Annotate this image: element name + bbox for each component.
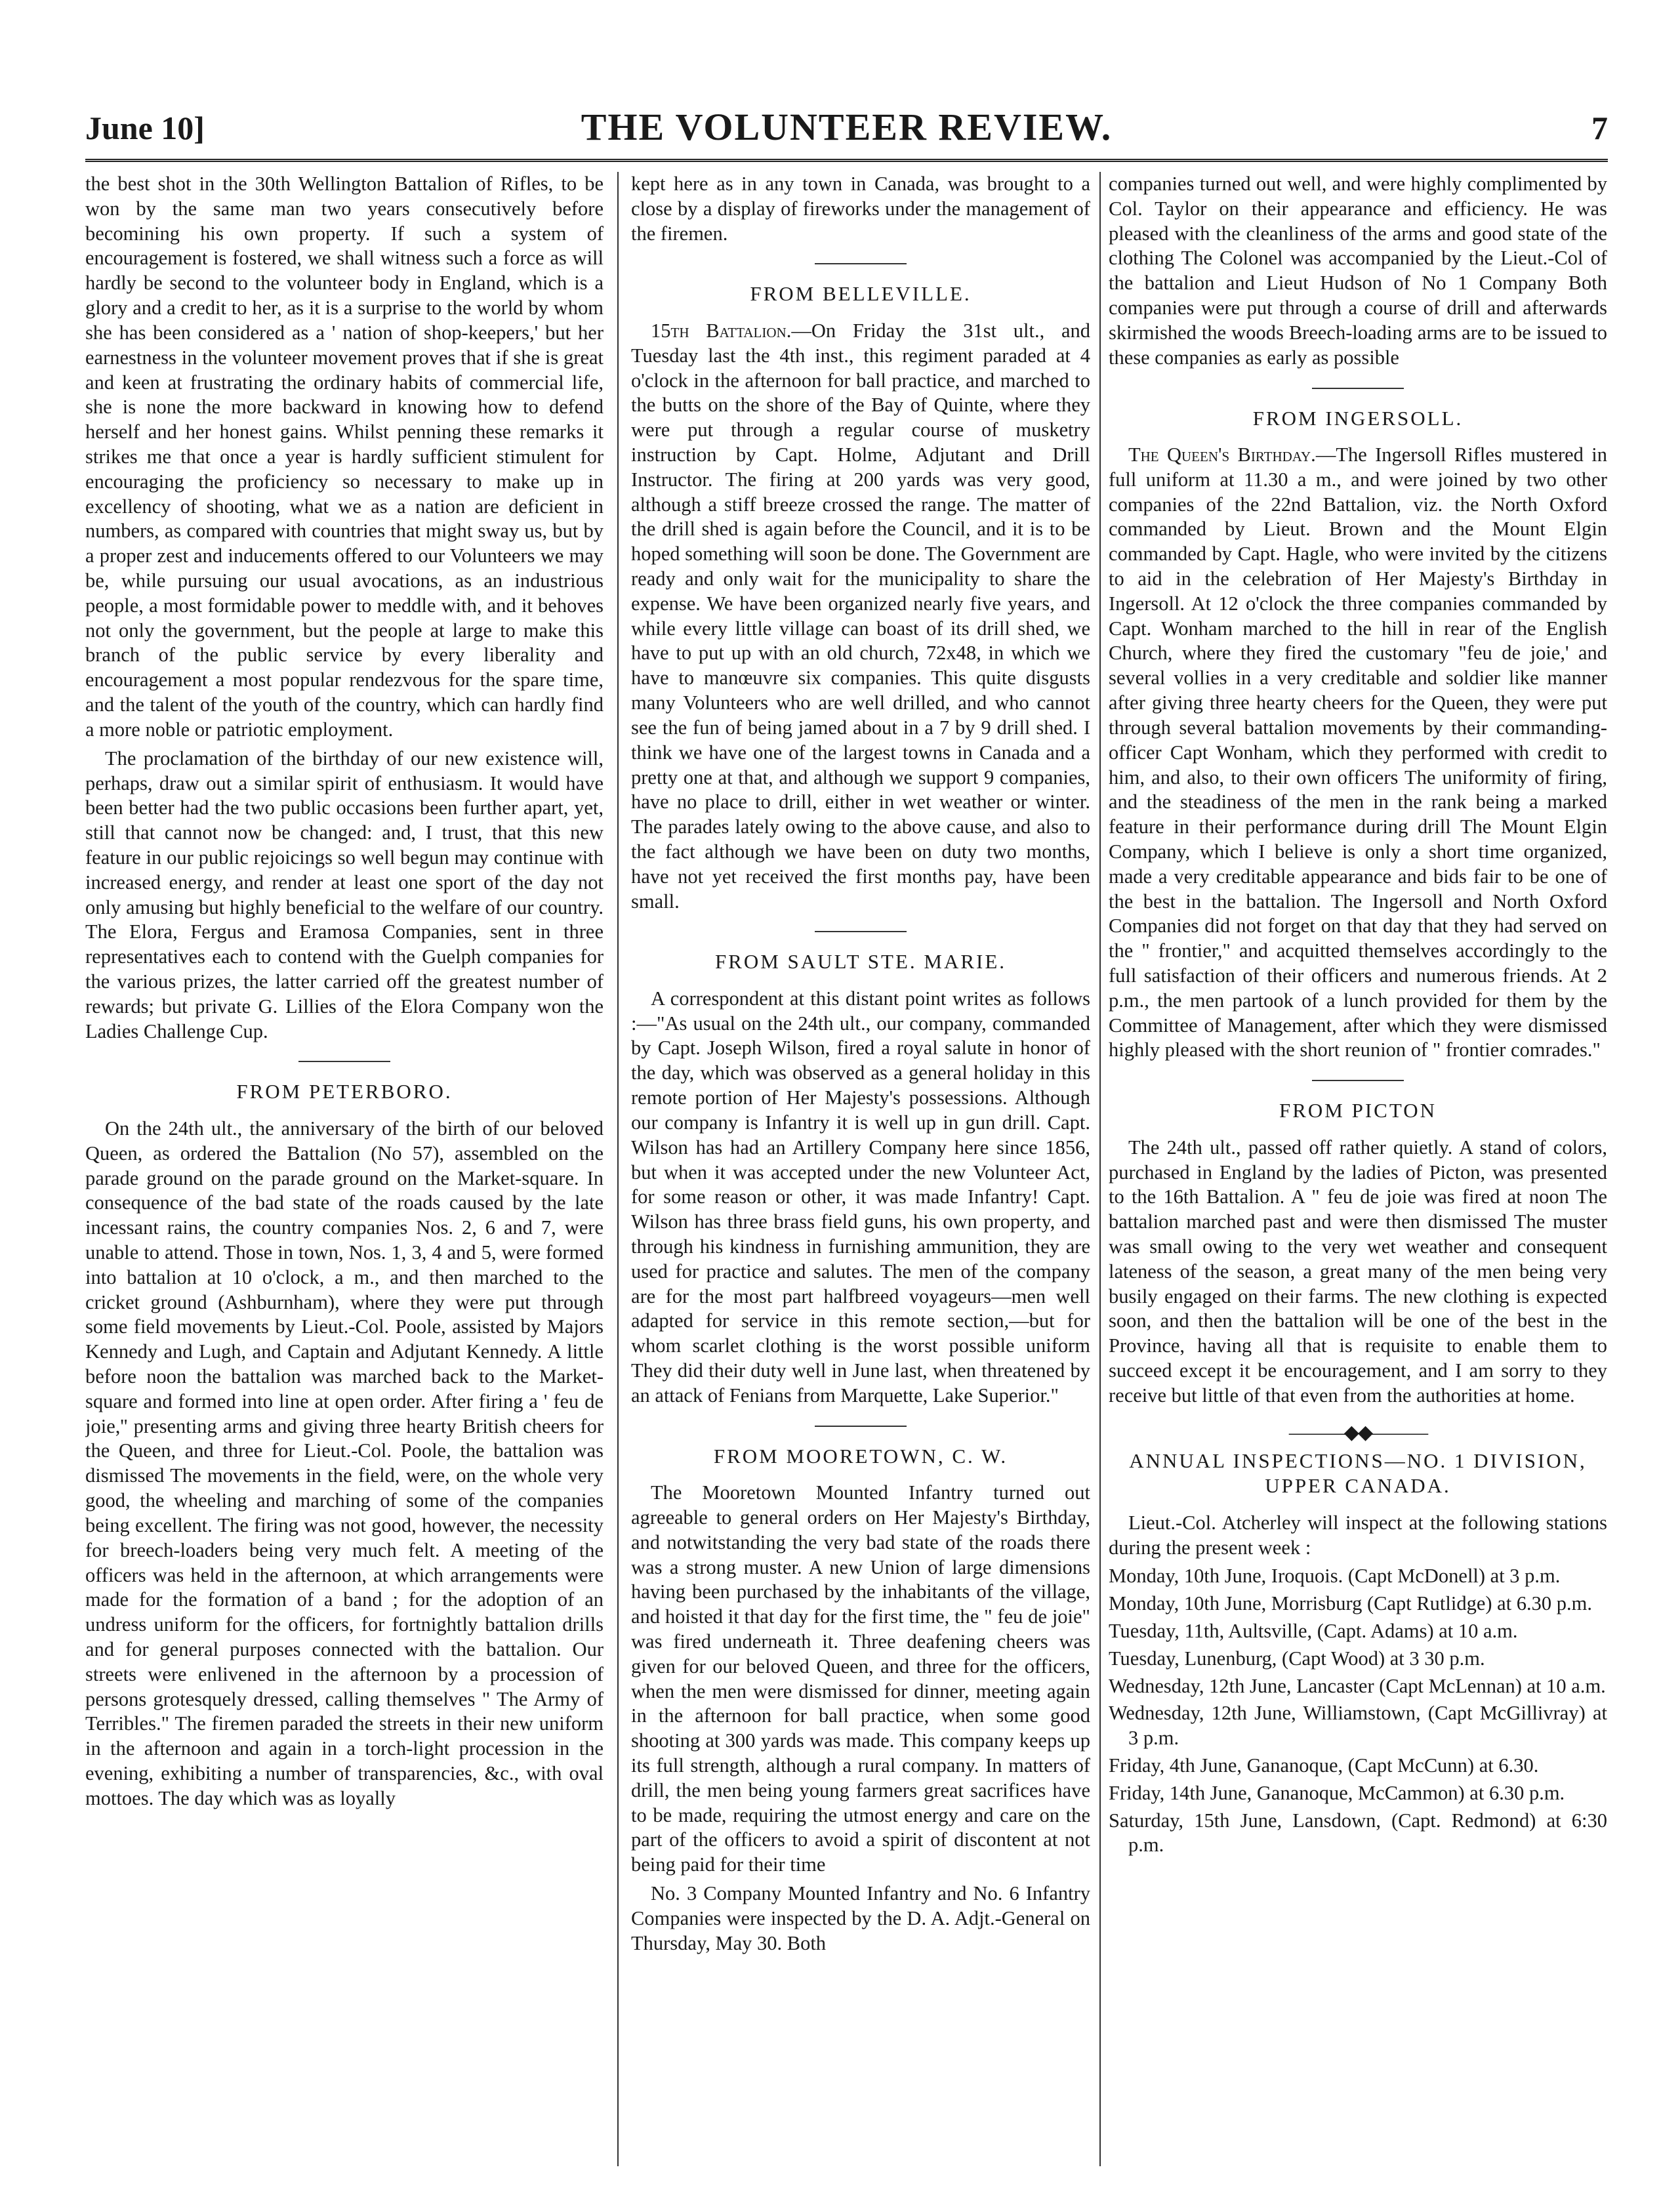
article-paragraph: The Mooretown Mounted Infantry turned out agreeable to general orders on Her Majesty's Birthday, and notwitstanding the very bad state of the roads there was a strong muster. A new Union of large dimensions having been purchased by the inhabitants of the village, and hoisted it that day for the first time, the " feu de joie" was fired underneath it. Three deafening cheers was given for our beloved Queen, and three for the officers, when the men were dismissed for dinner, meeting again in the afternoon for ball practice, when some good shooting at 300 yards was made. This company keeps up its full strength, although a rural company. In matters of drill, the men being young farmers great sacrifices have to be made, requiring the utmost energy and care on the part of the officers to avoid a spirit of discontent at not being paid for their time: [631, 1481, 1090, 1876]
schedule-entry: Tuesday, 11th, Aultsville, (Capt. Adams) at 10 a.m.: [1109, 1619, 1518, 1642]
column-1: [85, 172, 604, 2160]
masthead: [85, 105, 1608, 162]
section-heading-annual-inspections: ANNUAL INSPECTIONS—NO. 1 DIVISION, UPPER CANADA.: [1129, 1449, 1587, 1498]
schedule-entry: Monday, 10th June, Morrisburg (Capt Rutlidge) at 6.30 p.m.: [1109, 1592, 1593, 1615]
article-paragraph: companies turned out well, and were highly complimented by Col. Taylor on their appearance and efficiency. He was pleased with the cleanliness of the arms and good state of the clothing The Colonel was accompanied by the Lieut.-Col of the battalion and Lieut Hudson of No 1 Company Both companies were put through a course of drill and afterwards skirmished the woods Breech-loading arms are to be issued to these companies as early as possible: [1109, 173, 1607, 369]
paragraph-body: —On Friday the 31st ult., and Tuesday last the 4th inst., this regiment paraded at 4 o'clock in the afternoon for ball practice, and marched to the butts on the shore of the Bay of Quinte, where they were put through a regular course of musketry instruction by Capt. Holme, Adjutant and Drill Instructor. The firing at 200 yards was very good, although a stiff breeze crossed the range. The matter of the drill shed is again before the Council, and it is to be hoped something will soon be done. The Government are ready and only wait for the municipality to share the expense. We have been organized nearly five years, and while every little village can boast of its drill shed, we have to put up with an old church, 72x48, in which we have to manœuvre six companies. This quite disgusts many Volunteers who are well drilled, and who cannot see the fun of being jamed about in a 7 by 9 drill shed. I think we have one of the largest towns in Canada and a pretty one at that, and although we support 9 companies, have no place to drill, either in wet weather or winter. The parades lately owing to the above cause, and also to the fact although we have been on duty two months, have not yet received the first months pay, have been small.: [631, 319, 1090, 913]
issue-date: June 10]: [85, 110, 205, 146]
schedule-entry: Tuesday, Lunenburg, (Capt Wood) at 3 30 p.m.: [1109, 1647, 1485, 1670]
article-paragraph: No. 3 Company Mounted Infantry and No. 6 Infantry Companies were inspected by the D. A. Adjt.-General on Thursday, May 30. Both: [631, 1882, 1090, 1954]
article-paragraph: the best shot in the 30th Wellington Battalion of Rifles, to be won by the same man two years consecutively before becomining his own property. If such a system of encouragement is fostered, we shall witness such a force as will hardly be second to the volunteer body in England, which is a glory and a credit to her, as it is a surprise to the world by whom she has been considered as a ' nation of shop-keepers,' but her earnestness in the volunteer movement proves that if she is great and keen at frustrating the ordinary habits of commercial life, she is none the more backward in knowing how to defend herself and her honest gains. Whilst penning these remarks it strikes me that once a year is hardly sufficient stimulent for encouraging the proficiency so necessary to make up in excellency of shooting, what we as a nation are deficient in numbers, as compared with countries that might sway us, but by a proper zest and inducements offered to our Volunteers we may be, while pursuing our usual avocations, as an industrious people, a most formidable power to meddle with, and it behoves not only the government, but the people at large to make this branch of the public service by every liberality and encouragement a most popular rendezvous for the spare time, and the talent of the youth of the country, which can hardly find a more noble or patriotic employment.: [85, 173, 604, 741]
article-paragraph: The 24th ult., passed off rather quietly. A stand of colors, purchased in England by the ladies of Picton, was presented to the 16th Battalion. A " feu de joie was fired at noon The battalion marched past and were then dismissed The muster was small owing to the very wet weather and consequent lateness of the season, a great many of the men being very busily engaged on their farms. The new clothing is expected soon, and then the battalion will be one of the best in the Province, having all that is requisite to enable them to succeed except it be encouragement, and I am sorry to they receive but little of that even from the authorities at home.: [1109, 1136, 1607, 1407]
article-paragraph: On the 24th ult., the anniversary of the birth of our beloved Queen, as ordered the Battalion (No 57), assembled on the parade ground on the parade ground on the Market-square. In consequence of the bad state of the roads caused by the late incessant rains, the country companies Nos. 2, 6 and 7, were unable to attend. Those in town, Nos. 1, 3, 4 and 5, were formed into battalion at 10 o'clock, a m., and then marched to the cricket ground (Ashburnham), where they were put through some field movements by Lieut.-Col. Poole, assisted by Majors Kennedy and Lugh, and Captain and Adjutant Kennedy. A little before noon the battalion was marched back to the Market-square and formed into line at open order. After firing a ' feu de joie,'' presenting arms and giving three hearty British cheers for the Queen, and three for Lieut.-Col. Poole, the battalion was dismissed The movements in the field, were, on the whole very good, the wheeling and marching of some of the companies being excellent. The firing was not good, however, the necessity for breech-loaders being very much felt. A meeting of the officers was held in the afternoon, at which arrangements were made for the formation of a band ; for the adoption of an undress uniform for the officers, for fortnightly battalion drills and for general purposes connected with the battalion. Our streets were enlivened in the afternoon by a procession of persons grotesquely dressed, calling themselves " The Army of Terribles." The firemen paraded the streets in their new uniform in the afternoon and again in a torch-light procession in the evening, exhibiting a number of transparencies, &c., with oval mottoes. The day which was as loyally: [85, 1117, 604, 1809]
article-paragraph: [1109, 443, 1607, 1063]
article-paragraph: A correspondent at this distant point writes as follows :—"As usual on the 24th ult., our company, commanded by Capt. Joseph Wilson, fired a royal salute in honor of the day, which was observed as a general holiday in this remote portion of Her Majesty's possessions. Although our company is Infantry it is well up in gun drill. Capt. Wilson has had an Artillery Company here since 1856, but when it was accepted under the new Volunteer Act, for some reason or other, it was made Infantry! Capt. Wilson has three brass field guns, his own property, and through his kindness in furnishing ammunition, they are used for practice and salutes. The men of the company are for the most part halfbreed voyageurs—men well adapted for service in this remote section,—but for whom scarlet clothing is the worst possible uniform They did their duty well in June last, when threatened by an attack of Fenians from Marquette, Lake Superior.": [631, 987, 1090, 1407]
ornament-divider: ———◆◆———: [1288, 1421, 1427, 1443]
article-paragraph: kept here as in any town in Canada, was brought to a close by a display of fireworks under the management of the firemen.: [631, 173, 1090, 245]
schedule-entry: Wednesday, 12th June, Williamstown, (Capt McGillivray) at 3 p.m.: [1109, 1702, 1607, 1750]
section-divider: [815, 263, 907, 264]
article-paragraph: [631, 319, 1090, 915]
column-rule: [1099, 172, 1101, 2166]
column-3: [1109, 172, 1607, 2160]
section-divider: [815, 931, 907, 932]
schedule-entry: Wednesday, 12th June, Lancaster (Capt McLennan) at 10 a.m.: [1109, 1674, 1606, 1697]
section-divider: [815, 1426, 907, 1427]
section-divider: [298, 1061, 390, 1062]
paragraph-body: —The Ingersoll Rifles mustered in full uniform at 11.30 a m., and were joined by two other companies of the 22nd Battalion, viz. the North Oxford commanded by Lieut. Brown and the Mount Elgin commanded by Capt. Hagle, who were invited by the citizens to aid in the celebration of Her Majesty's Birthday in Ingersoll. At 12 o'clock the three companies commanded by Capt. Wonham marched to the hill in rear of the English Church, where they fired the customary "feu de joie,' and several vollies in a very creditable and soldier like manner after giving three hearty cheers for the Queen, they were put through several battalion movements by their commanding-officer Capt Wonham, which they performed with credit to him, and also, to their own officers The uniformity of firing, and the steadiness of the men in the rank being a marked feature in their performance during drill The Mount Elgin Company, which I believe is only a short time organized, made a very creditable appearance and bids fair to be one of the best in the battalion. The Ingersoll and North Oxford Companies did not forget on that day that they had served on the " frontier," and acquitted themselves accordingly to the full satisfaction of their officers and numerous friends. At 2 p.m., the men partook of a lunch provided for them by the Committee of Management, after which they were dismissed highly pleased with the short reunion of " frontier comrades.": [1109, 443, 1607, 1061]
section-heading-ingersoll: FROM INGERSOLL.: [1252, 406, 1464, 430]
schedule-entry: Monday, 10th June, Iroquois. (Capt McDonell) at 3 p.m.: [1109, 1565, 1561, 1588]
section-divider: [1312, 1080, 1404, 1081]
paragraph-lead: 15th Battalion.: [651, 319, 792, 342]
section-heading-mooretown: FROM MOORETOWN, C. W.: [713, 1444, 1008, 1468]
article-paragraph: The proclamation of the birthday of our new existence will, perhaps, draw out a similar spirit of enthusiasm. It would have been better had the two public occasions been further apart, yet, still that cannot now be changed: and, I trust, that this new feature in our public rejoicings so well begun may continue with increased energy, and render at least one sport of the day not only amusing but highly beneficial to the welfare of our country. The Elora, Fergus and Eramosa Companies, sent in three representatives each to contend with the Guelph companies for the various prizes, the latter carried off the greatest number of rewards; but private G. Lillies of the Elora Company won the Ladies Challenge Cup.: [85, 747, 604, 1042]
inspection-schedule: [1109, 1564, 1607, 1858]
schedule-entry: Friday, 4th June, Gananoque, (Capt McCunn) at 6.30.: [1109, 1754, 1539, 1777]
page-number: 7: [1591, 110, 1608, 146]
article-paragraph: Lieut.-Col. Atcherley will inspect at the following stations during the present week :: [1109, 1511, 1607, 1559]
section-heading-belleville: FROM BELLEVILLE.: [750, 282, 972, 306]
column-2: [631, 172, 1090, 2160]
section-heading-peterboro: FROM PETERBORO.: [236, 1080, 453, 1103]
column-rule: [617, 172, 619, 2166]
section-divider: [1312, 388, 1404, 389]
section-heading-picton: FROM PICTON: [1279, 1099, 1437, 1122]
newspaper-title: THE VOLUNTEER REVIEW.: [581, 106, 1113, 148]
schedule-entry: Friday, 14th June, Gananoque, McCammon) at 6.30 p.m.: [1109, 1781, 1565, 1804]
paragraph-lead: The Queen's Birthday.: [1128, 443, 1316, 466]
section-heading-sault-ste-marie: FROM SAULT STE. MARIE.: [714, 950, 1007, 974]
schedule-entry: Saturday, 15th June, Lansdown, (Capt. Redmond) at 6:30 p.m.: [1109, 1809, 1607, 1857]
